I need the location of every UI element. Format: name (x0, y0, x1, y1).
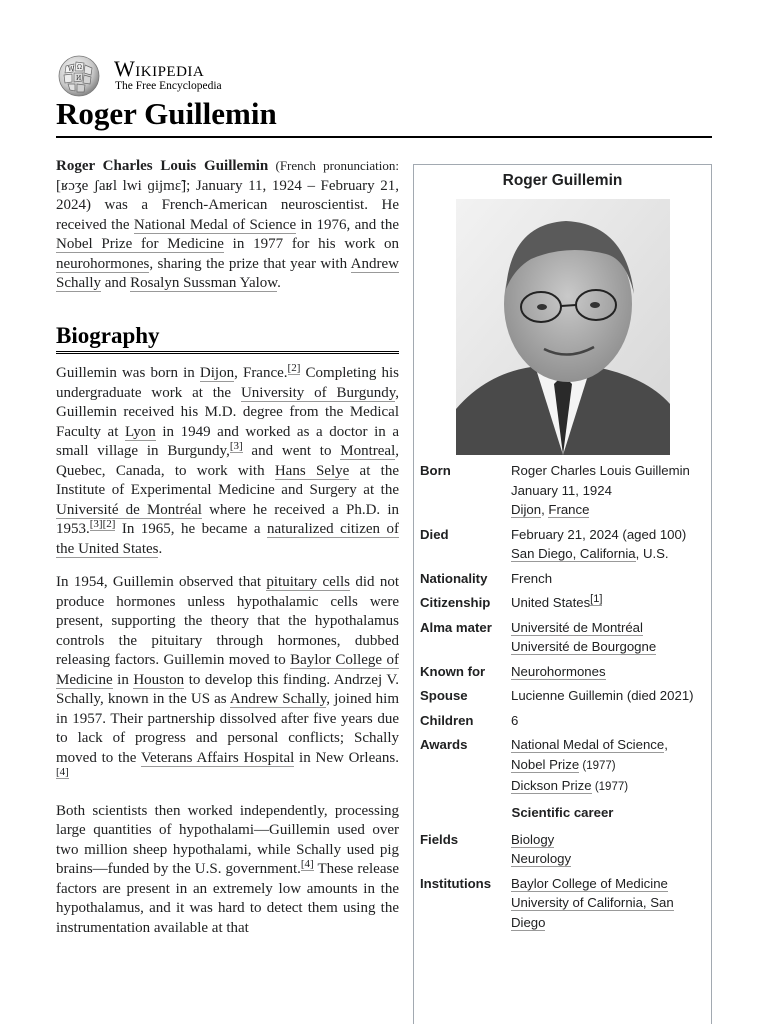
pronunciation-label: (French pronunciation: (268, 158, 400, 173)
body-text: In 1954, Guillemin observed that (56, 574, 267, 590)
link-universite-de-montreal[interactable]: Université de Montréal (511, 619, 643, 635)
infobox-value (511, 461, 711, 520)
separator: , (664, 737, 668, 752)
body-text: in 1949 and worked as a doctor in a small village in Burgundy, (56, 423, 399, 459)
link-nobel-prize-for-medicine[interactable]: Nobel Prize for Medicine (56, 236, 224, 252)
wikipedia-wordmark[interactable]: Wikipedia (114, 56, 205, 81)
wikipedia-globe-logo-icon[interactable] (56, 54, 102, 98)
subject-full-name: Roger Charles Louis Guillemin (56, 158, 269, 174)
lead-text: , sharing the prize that year with (149, 255, 351, 272)
infobox-value (511, 874, 711, 933)
award-year: (1977) (579, 759, 616, 772)
body-text: In 1965, he became a (115, 521, 267, 537)
link-universite-de-montreal[interactable]: Université de Montréal (56, 501, 202, 518)
death-place-country: , U.S. (635, 546, 669, 561)
body-text: in New Orleans. (294, 749, 399, 766)
page-title: Roger Guillemin (56, 96, 277, 131)
title-divider (56, 136, 712, 138)
link-university-of-burgundy[interactable]: University of Burgundy (240, 384, 396, 401)
lead-text: in 1976, and the (296, 216, 400, 233)
link-university-of-california-san-diego[interactable]: University of California, San Diego (511, 895, 674, 930)
infobox-label: Died (420, 526, 449, 542)
link-universite-de-bourgogne[interactable]: Université de Bourgogne (511, 639, 657, 654)
infobox-row-alma-mater (414, 616, 711, 660)
infobox-label: Children (420, 712, 474, 728)
body-text: . (158, 540, 163, 557)
infobox-row-children (414, 709, 711, 734)
link-lyon[interactable]: Lyon (124, 423, 156, 440)
lead-text: ; January 11, 1924 – February 21, 2024) was a French-American neuroscientist. He received the (56, 177, 399, 233)
lead-text: . (277, 275, 281, 291)
body-text: , France. (234, 365, 288, 381)
infobox (413, 164, 712, 1024)
award-year: (1977) (591, 781, 629, 793)
body-text: Guillemin was born in (56, 365, 200, 381)
birth-name: Roger Charles Louis Guillemin (511, 463, 690, 478)
lead-text: and (101, 275, 131, 291)
infobox-row-institutions (414, 872, 711, 936)
infobox-row-died (414, 523, 711, 567)
infobox-label: Spouse (420, 688, 468, 703)
reference-link[interactable]: [3] (229, 440, 243, 452)
infobox-label: Citizenship (420, 595, 491, 610)
reference-link[interactable]: [1] (590, 592, 603, 605)
link-san-diego-california[interactable]: San Diego, California (511, 546, 636, 561)
body-text: to develop this finding. Andrzej V. Schally, known in the US as (56, 671, 399, 707)
biography-paragraph-3 (56, 802, 399, 939)
portrait-photo[interactable] (456, 199, 670, 455)
lead-text: in 1977 for his work on (223, 236, 399, 252)
infobox-value (511, 525, 711, 564)
link-hans-selye[interactable]: Hans Selye (274, 462, 350, 479)
birth-date: January 11, 1924 (511, 482, 612, 498)
body-text: and went to (242, 443, 341, 459)
body-text: in (112, 671, 134, 688)
body-text: , Guillemin received his M.D. degree from the Medical Faculty at (56, 384, 400, 440)
link-naturalized-citizen[interactable]: naturalized citizen of the United States (56, 521, 399, 557)
site-header (56, 54, 356, 98)
link-national-medal-of-science[interactable]: National Medal of Science (133, 216, 297, 233)
reference-link[interactable]: [4] (56, 766, 69, 778)
birth-place (511, 500, 703, 520)
link-national-medal-of-science[interactable]: National Medal of Science (511, 737, 665, 752)
infobox-value (511, 735, 711, 798)
reference-link[interactable]: [3][2] (89, 518, 116, 530)
death-date: February 21, 2024 (aged 100) (511, 526, 687, 542)
body-text: Both scientists then worked independently, processing large quantities of hypothalami—Guillemin used over two million sheep hypothalami, while Schally used pig brains—funded by the U.S. government. (56, 802, 399, 877)
body-text: Completing his undergraduate work at the (56, 365, 400, 401)
infobox-row-born (414, 459, 711, 523)
infobox-label: Known for (420, 663, 486, 679)
link-andrew-schally[interactable]: Andrew Schally (229, 691, 327, 707)
infobox-row-known-for (414, 660, 711, 685)
infobox-title: Roger Guillemin (502, 172, 623, 189)
infobox-rows (414, 459, 711, 935)
reference-link[interactable]: [2] (287, 362, 301, 374)
link-dijon[interactable]: Dijon (199, 365, 235, 381)
infobox-label: Awards (420, 737, 468, 752)
infobox-subheading-scientific-career: Scientific career (511, 804, 614, 820)
link-dijon[interactable]: Dijon (511, 502, 542, 517)
link-baylor-college-of-medicine[interactable]: Baylor College of Medicine (511, 875, 668, 891)
link-rosalyn-sussman-yalow[interactable]: Rosalyn Sussman Yalow (130, 275, 278, 291)
link-houston[interactable]: Houston (133, 671, 185, 688)
infobox-value (511, 618, 711, 657)
reference-link[interactable]: [4] (300, 858, 314, 870)
infobox-row-citizenship (414, 591, 711, 616)
biography-paragraph-2 (56, 573, 399, 788)
svg-text:W: W (68, 66, 75, 73)
wikipedia-tagline: The Free Encyclopedia (115, 80, 222, 92)
infobox-value (511, 662, 711, 682)
infobox-value (511, 593, 711, 613)
infobox-label: Nationality (420, 570, 488, 586)
body-text: These release factors are present in an extremely low amounts in the hypothalamus, and it was hard to detect them using the instrumentation available at that (56, 861, 399, 936)
infobox-row-spouse (414, 684, 711, 709)
separator: , (541, 502, 549, 517)
body-text: , joined him in 1957. Their partnership dissolved after five years due to lack of progress and personal conflicts; Schally moved to the (56, 691, 400, 766)
infobox-row-awards (414, 733, 711, 801)
link-biology[interactable]: Biology (511, 831, 555, 847)
link-montreal[interactable]: Montreal (340, 443, 396, 459)
section-heading-biography: Biography (56, 322, 160, 348)
ipa-pronunciation[interactable]: [ʁɔʒe ʃaʁl lwi ɡijmɛ̃] (56, 177, 187, 194)
svg-text:Ω: Ω (77, 64, 82, 71)
infobox-value: 6 (511, 712, 519, 728)
svg-text:И: И (76, 75, 82, 82)
link-neurohormones[interactable]: Neurohormones (511, 663, 606, 679)
link-neurology[interactable]: Neurology (511, 851, 572, 866)
infobox-row-nationality (414, 567, 711, 592)
lead-paragraph (56, 156, 399, 294)
infobox-row-fields (414, 828, 711, 872)
citizenship-value: United States (511, 595, 591, 610)
link-nobel-prize[interactable]: Nobel Prize (511, 756, 580, 772)
infobox-value: Lucienne Guillemin (died 2021) (511, 688, 694, 703)
infobox-label: Fields (420, 831, 459, 847)
infobox-label: Institutions (420, 875, 492, 891)
body-text: did not produce hormones unless hypothalamic cells were present, supporting the theory that the hypothalamus controls the pituitary through hormones, dubbed releasing factors. Guillemin moved to (56, 574, 399, 668)
link-pituitary-cells[interactable]: pituitary cells (266, 574, 350, 590)
link-veterans-affairs-hospital[interactable]: Veterans Affairs Hospital (140, 749, 295, 766)
link-france[interactable]: France (548, 502, 590, 517)
death-place (511, 544, 703, 564)
link-baylor-college-of-medicine[interactable]: Baylor College of Medicine (56, 652, 399, 688)
link-dickson-prize[interactable]: Dickson Prize (511, 778, 592, 793)
infobox-value: French (511, 570, 553, 586)
body-text: at the Institute of Experimental Medicine and Surgery at the (56, 462, 399, 498)
biography-paragraph-1 (56, 364, 399, 559)
infobox-value (511, 830, 711, 869)
body-text: , Quebec, Canada, to work with (56, 443, 399, 479)
link-neurohormones[interactable]: neurohormones (56, 255, 150, 272)
section-divider (56, 351, 399, 354)
link-andrew-schally[interactable]: Andrew Schally (56, 255, 399, 291)
body-text: where he received a Ph.D. in 1953. (56, 501, 399, 537)
infobox-label: Alma mater (420, 619, 492, 635)
infobox-label: Born (420, 463, 451, 478)
article-body (56, 156, 399, 952)
